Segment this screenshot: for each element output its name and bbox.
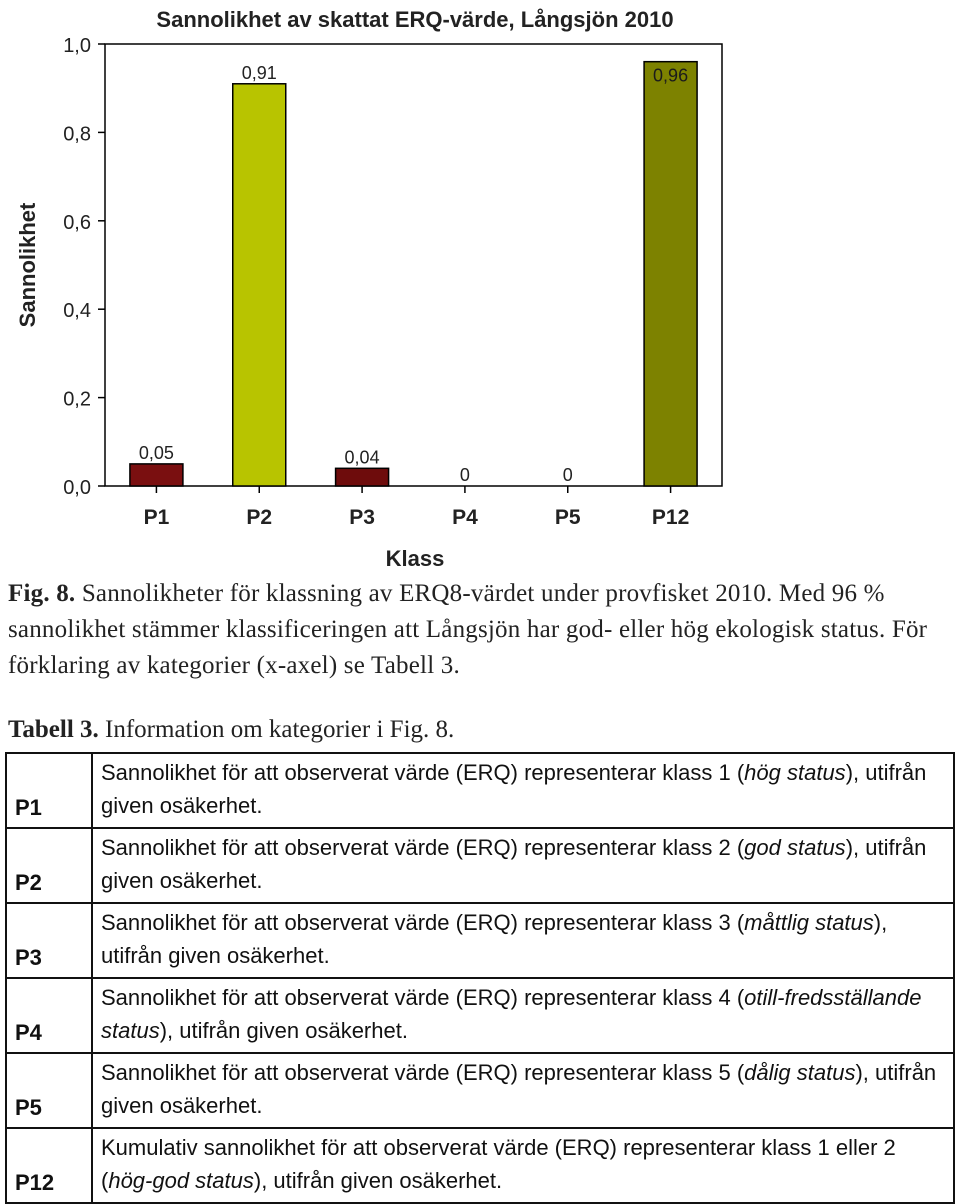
category-description: Sannolikhet för att observerat värde (ERQ) representerar klass 4 (otill-fredsställande status), utifrån given osäkerhet. <box>92 978 954 1053</box>
category-description: Sannolikhet för att observerat värde (ERQ) representerar klass 5 (dålig status), utifrån given osäkerhet. <box>92 1053 954 1128</box>
category-table <box>5 752 955 1204</box>
data-label: 0,04 <box>344 447 380 468</box>
bar <box>336 468 389 486</box>
category-code: P4 <box>6 978 92 1053</box>
table-row <box>6 1128 954 1203</box>
y-tick-label: 0,0 <box>63 477 91 499</box>
category-code: P2 <box>6 828 92 903</box>
figure-caption-text: Sannolikheter för klassning av ERQ8-värdet under provfisket 2010. Med 96 % sannolikhet stämmer klassificeringen att Långsjön har god- eller hög ekologisk status. För förklaring av kategorier (x-axel) se Tabell 3. <box>8 580 928 679</box>
x-axis-label: Klass <box>385 546 445 571</box>
y-axis-label: Sannolikhet <box>15 202 40 328</box>
data-label: 0 <box>562 465 573 485</box>
table-title <box>8 716 454 744</box>
figure-caption <box>8 576 953 684</box>
category-code: P1 <box>6 753 92 828</box>
table-row <box>6 978 954 1053</box>
data-label: 0,05 <box>138 442 174 463</box>
x-tick-label: P5 <box>554 506 581 529</box>
data-label: 0 <box>459 465 470 485</box>
table-title-text: Information om kategorier i Fig. 8. <box>98 716 455 743</box>
plot-frame <box>105 44 722 486</box>
data-label: 0,91 <box>241 62 277 83</box>
figure-caption-label: Fig. 8. <box>8 580 76 607</box>
y-tick-label: 0,6 <box>63 211 91 234</box>
table-row <box>6 753 954 828</box>
chart-title: Sannolikhet av skattat ERQ-värde, Långsjön 2010 <box>156 7 674 32</box>
y-tick-label: 0,8 <box>63 123 91 146</box>
bar <box>233 84 286 486</box>
bar <box>130 464 183 486</box>
y-tick-label: 1,0 <box>63 35 91 57</box>
table-row <box>6 1053 954 1128</box>
x-tick-label: P4 <box>452 506 478 529</box>
y-tick-label: 0,2 <box>63 388 91 411</box>
bar <box>644 62 697 486</box>
x-tick-label: P1 <box>143 506 170 529</box>
x-tick-label: P2 <box>246 506 273 529</box>
bar-chart <box>0 0 960 575</box>
table-row <box>6 828 954 903</box>
category-description: Sannolikhet för att observerat värde (ERQ) representerar klass 1 (hög status), utifrån given osäkerhet. <box>92 753 954 828</box>
x-tick-label: P12 <box>651 506 690 529</box>
table-row <box>6 903 954 978</box>
x-tick-label: P3 <box>349 506 375 529</box>
y-tick-label: 0,4 <box>63 300 91 323</box>
category-description: Sannolikhet för att observerat värde (ERQ) representerar klass 2 (god status), utifrån given osäkerhet. <box>92 828 954 903</box>
category-code: P12 <box>6 1128 92 1203</box>
table-title-label: Tabell 3. <box>8 716 99 743</box>
category-description: Sannolikhet för att observerat värde (ERQ) representerar klass 3 (måttlig status), utifrån given osäkerhet. <box>92 903 954 978</box>
data-label: 0,96 <box>653 65 689 86</box>
category-code: P3 <box>6 903 92 978</box>
category-code: P5 <box>6 1053 92 1128</box>
category-description: Kumulativ sannolikhet för att observerat värde (ERQ) representerar klass 1 eller 2 (hög-god status), utifrån given osäkerhet. <box>92 1128 954 1203</box>
